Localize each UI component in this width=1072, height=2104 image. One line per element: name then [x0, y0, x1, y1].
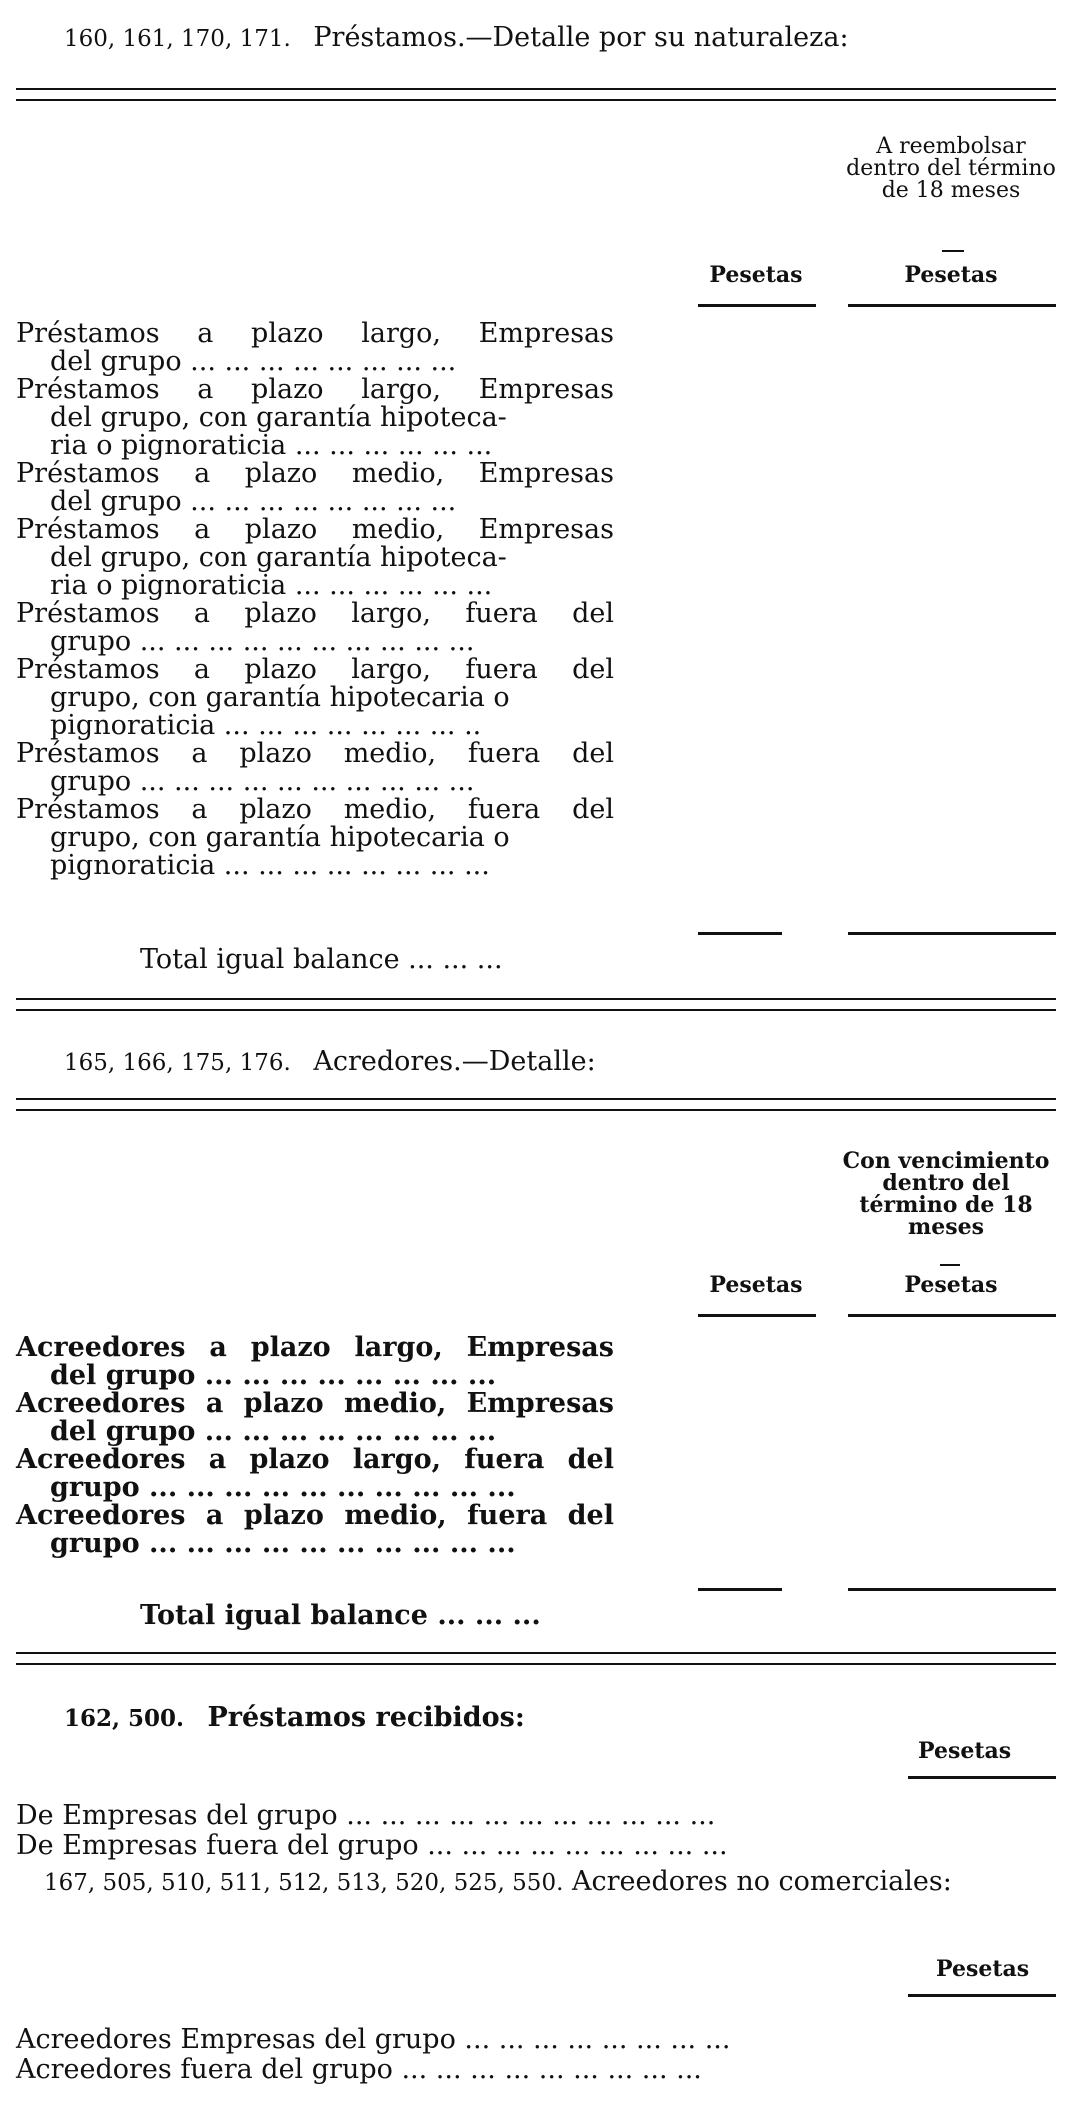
row-text: del grupo ... ... ... ... ... ... ... ...: [50, 348, 457, 376]
section-1-heading: [64, 22, 849, 53]
non-commercial-creditor-row: Acreedores fuera del grupo ... ... ... ... ... ... ... ... ...: [16, 2054, 702, 2085]
non-commercial-creditor-row: Acreedores Empresas del grupo ... ... ... ... ... ... ... ...: [16, 2024, 731, 2055]
loan-row: [16, 376, 614, 460]
total-rule: [848, 1588, 1056, 1591]
row-text: grupo ... ... ... ... ... ... ... ... ... ...: [50, 1474, 516, 1502]
row-text: Préstamos a plazo largo, Empresas: [16, 318, 614, 349]
row-text: del grupo ... ... ... ... ... ... ... ...: [50, 1418, 497, 1446]
total-rule: [848, 932, 1056, 935]
loan-row: [16, 740, 614, 796]
row-text: Préstamos a plazo largo, Empresas: [16, 374, 614, 405]
section-3-title: Préstamos recibidos:: [207, 1702, 525, 1733]
section-4-pesetas-header: Pesetas: [936, 1956, 1030, 1982]
short-dash: [942, 250, 964, 252]
row-text: Préstamos a plazo largo, fuera del: [16, 598, 614, 629]
row-text: grupo ... ... ... ... ... ... ... ... ... ...: [50, 768, 475, 796]
section-4-title: Acreedores no comerciales:: [571, 1866, 952, 1897]
section-1-pesetas-header-left: Pesetas: [709, 262, 803, 288]
row-text: ria o pignoraticia ... ... ... ... ... ...: [50, 432, 493, 460]
double-rule: [16, 1652, 1056, 1665]
double-rule: [16, 998, 1056, 1011]
total-rule: [698, 1588, 782, 1591]
row-text: del grupo ... ... ... ... ... ... ... ...: [50, 1362, 497, 1390]
loan-row: [16, 656, 614, 740]
section-2-title: Acredores.—Detalle:: [313, 1046, 596, 1077]
section-3-account-numbers: 162, 500.: [64, 1705, 185, 1732]
column-rule: [908, 1994, 1056, 1997]
row-text: Acreedores a plazo medio, fuera del: [16, 1500, 614, 1531]
column-rule: [848, 304, 1056, 307]
creditor-row: [16, 1502, 614, 1558]
row-text: del grupo, con garantía hipoteca-: [50, 544, 507, 572]
row-text: Préstamos a plazo medio, fuera del: [16, 794, 614, 825]
loan-row: [16, 516, 614, 600]
double-rule: [16, 88, 1056, 101]
row-text: Préstamos a plazo medio, Empresas: [16, 514, 614, 545]
creditor-row: [16, 1390, 614, 1446]
row-text: grupo, con garantía hipotecaria o: [50, 684, 510, 712]
short-dash: [940, 1264, 960, 1266]
column-rule: [908, 1776, 1056, 1779]
section-2-account-numbers: 165, 166, 175, 176.: [64, 1050, 291, 1076]
loan-received-row: De Empresas del grupo ... ... ... ... ... ... ... ... ... ... ...: [16, 1800, 716, 1831]
row-text: ria o pignoraticia ... ... ... ... ... ...: [50, 572, 493, 600]
row-text: Acreedores a plazo largo, Empresas: [16, 1332, 614, 1363]
row-text: grupo, con garantía hipotecaria o: [50, 824, 510, 852]
row-text: Acreedores a plazo medio, Empresas: [16, 1388, 614, 1419]
section-4-account-numbers: 167, 505, 510, 511, 512, 513, 520, 525, 550.: [44, 1870, 564, 1896]
loan-row: [16, 796, 614, 880]
loan-row: [16, 600, 614, 656]
column-rule: [698, 304, 816, 307]
double-rule: [16, 1098, 1056, 1111]
row-text: Acreedores a plazo largo, fuera del: [16, 1444, 614, 1475]
loan-row: [16, 320, 614, 376]
row-text: grupo ... ... ... ... ... ... ... ... ... ...: [50, 1530, 516, 1558]
row-text: del grupo, con garantía hipoteca-: [50, 404, 507, 432]
loan-row: [16, 460, 614, 516]
section-1-title: Préstamos.—Detalle por su naturaleza:: [313, 22, 849, 53]
row-text: del grupo ... ... ... ... ... ... ... ...: [50, 488, 457, 516]
row-text: pignoraticia ... ... ... ... ... ... ... ..: [50, 712, 482, 740]
section-1-total: Total igual balance ... ... ...: [140, 944, 503, 975]
total-rule: [698, 932, 782, 935]
section-4-heading: [16, 1866, 1056, 1899]
row-text: Préstamos a plazo medio, fuera del: [16, 738, 614, 769]
section-2-pesetas-header-left: Pesetas: [709, 1272, 803, 1298]
column-rule: [698, 1314, 816, 1317]
section-1-column-heading: A reembolsar dentro del término de 18 meses: [846, 134, 1056, 203]
section-2-column-heading: Con vencimiento dentro del término de 18 meses: [842, 1148, 1050, 1240]
section-2-heading: [64, 1046, 596, 1077]
section-2-total: Total igual balance ... ... ...: [140, 1600, 541, 1631]
section-3-heading: [64, 1702, 525, 1733]
section-1-pesetas-header-right: Pesetas: [904, 262, 998, 288]
row-text: Préstamos a plazo largo, fuera del: [16, 654, 614, 685]
section-2-pesetas-header-right: Pesetas: [904, 1272, 998, 1298]
row-text: pignoraticia ... ... ... ... ... ... ... ...: [50, 852, 490, 880]
loan-received-row: De Empresas fuera del grupo ... ... ... ... ... ... ... ... ...: [16, 1830, 728, 1861]
creditor-row: [16, 1334, 614, 1390]
creditor-row: [16, 1446, 614, 1502]
section-1-account-numbers: 160, 161, 170, 171.: [64, 26, 291, 52]
row-text: grupo ... ... ... ... ... ... ... ... ... ...: [50, 628, 475, 656]
column-rule: [848, 1314, 1056, 1317]
section-3-pesetas-header: Pesetas: [918, 1738, 1012, 1764]
row-text: Préstamos a plazo medio, Empresas: [16, 458, 614, 489]
